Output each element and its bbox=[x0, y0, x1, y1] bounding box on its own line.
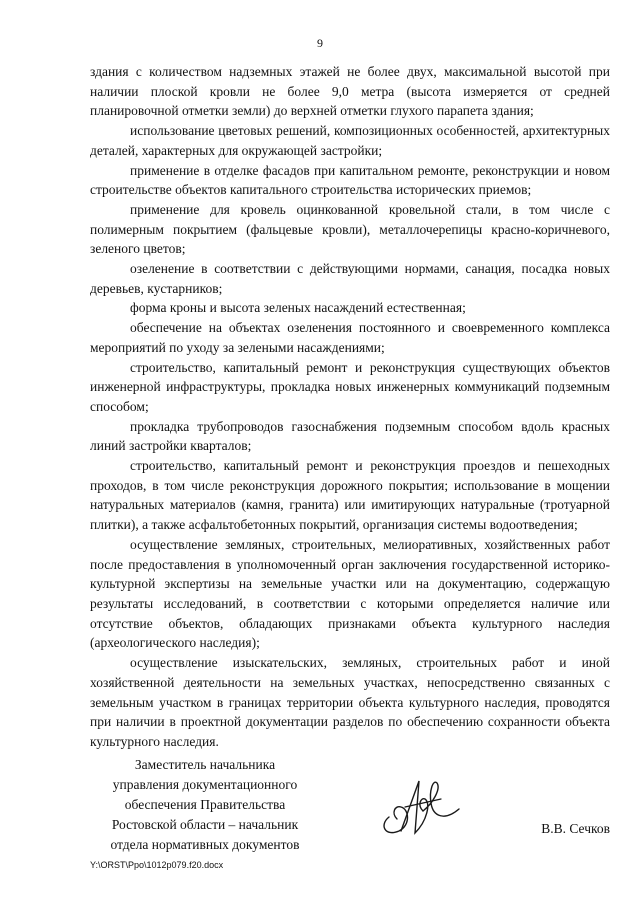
paragraph: применение для кровель оцинкованной кровельной стали, в том числе с полимерным покрытием (фальцевые кровли), металлочерепицы красно-коричневого, зеленого цветов; bbox=[90, 201, 610, 257]
document-body bbox=[90, 62, 610, 752]
paragraph: прокладка трубопроводов газоснабжения подземным способом вдоль красных линий застройки кварталов; bbox=[90, 418, 610, 454]
signer-title-line: Ростовской области – начальник bbox=[111, 817, 299, 832]
paragraph: обеспечение на объектах озеленения постоянного и своевременного комплекса мероприятий по уходу за зелеными насаждениями; bbox=[90, 320, 610, 355]
signer-title bbox=[90, 755, 320, 855]
paragraph: осуществление земляных, строительных, мелиоративных, хозяйственных работ после предоставления в уполномоченный орган заключения государственной историко-культурной экспертизы на земельные участки или на документацию, содержащую результаты исследований, в соответствии с которыми определяется наличие или отсутствие объектов, обладающих признаками объекта культурного наследия (археологического наследия); bbox=[90, 536, 610, 651]
handwritten-signature bbox=[375, 773, 465, 843]
signer-title-line: отдела нормативных документов bbox=[110, 837, 300, 852]
signer-title-line: управления документационного bbox=[112, 777, 298, 792]
signer-title-line: обеспечения Правительства bbox=[124, 797, 286, 812]
page-number: 9 bbox=[317, 36, 323, 50]
signer-title-line: Заместитель начальника bbox=[134, 757, 276, 772]
paragraph: использование цветовых решений, композиционных особенностей, архитектурных деталей, характерных для окружающей застройки; bbox=[90, 123, 610, 158]
paragraph: форма кроны и высота зеленых насаждений естественная; bbox=[130, 300, 466, 316]
paragraph: применение в отделке фасадов при капитальном ремонте, реконструкции и новом строительстве объектов капитального строительства исторических приемов; bbox=[90, 162, 610, 198]
file-path: Y:\ORST\Ppo\1012p079.f20.docx bbox=[90, 860, 224, 870]
paragraph: строительство, капитальный ремонт и реконструкция проездов и пешеходных проходов, в том числе реконструкция дорожного покрытия; использование в мощении натуральных материалов (камня, гранита) или имитирующих натуральные (тротуарной плитки), а также асфальтобетонных покрытий, организация системы водоотведения; bbox=[90, 458, 610, 533]
signer-name: В.В. Сечков bbox=[541, 821, 610, 836]
paragraph: осуществление изыскательских, земляных, строительных работ и иной хозяйственной деятельности на земельных участках, непосредственно связанных с земельным участком в границах территории объекта культурного наследия, проводятся при наличии в проектной документации разделов по обеспечению сохранности объекта культурного наследия. bbox=[90, 655, 610, 749]
signature-block bbox=[90, 755, 610, 852]
paragraph: строительство, капитальный ремонт и реконструкция существующих объектов инженерной инфраструктуры, прокладка новых инженерных коммуникаций подземным способом; bbox=[90, 359, 610, 414]
paragraph: здания с количеством надземных этажей не более двух, максимальной высотой при наличии плоской кровли не более 9,0 метра (высота измеряется от средней планировочной отметки земли) до верхней отметки глухого парапета здания; bbox=[90, 64, 610, 119]
paragraph: озеленение в соответствии с действующими нормами, санация, посадка новых деревьев, кустарников; bbox=[90, 261, 610, 296]
